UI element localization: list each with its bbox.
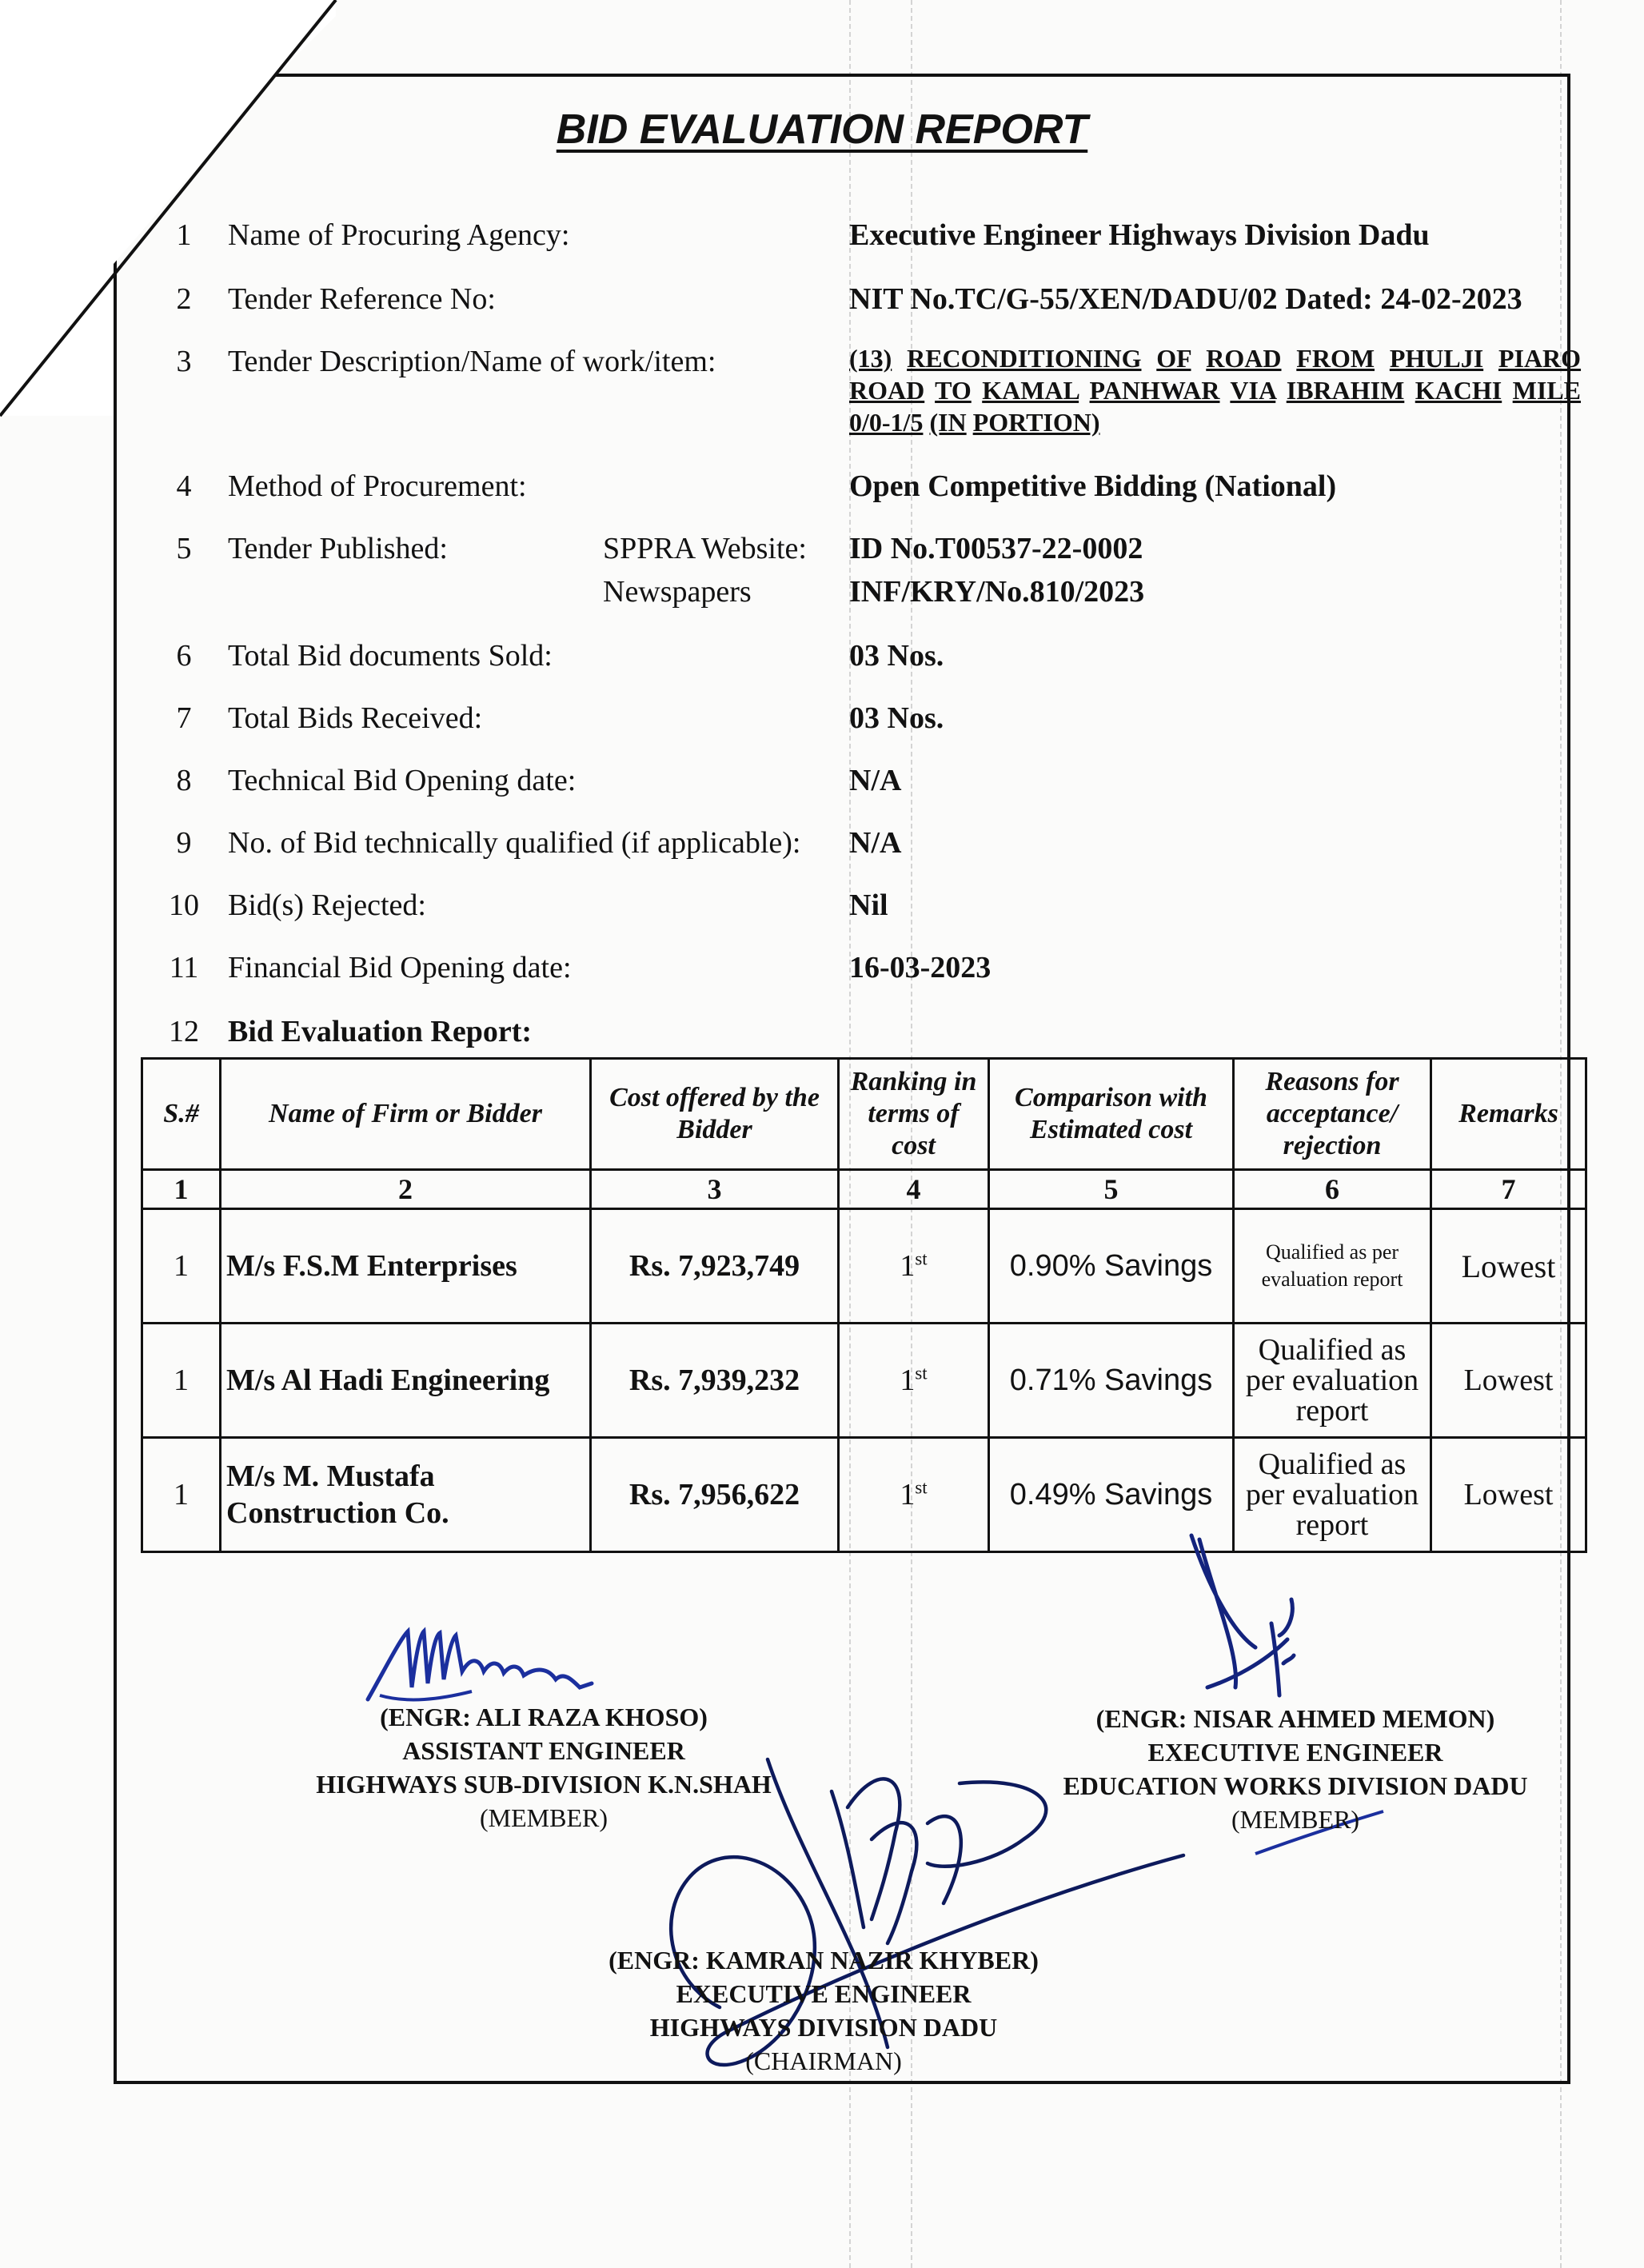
reason: Qualified as per evaluation report [1234,1209,1431,1324]
field-value: 03 Nos. [849,639,944,673]
field-label: Total Bid documents Sold: [228,639,553,673]
field-label: Bid Evaluation Report: [228,1015,533,1048]
header-serial: S.# [142,1059,221,1170]
column-number: 2 [221,1170,591,1209]
field-number: 4 [176,469,192,503]
description-word: PIARO [1498,344,1582,373]
field-number: 9 [176,826,192,860]
description-word: PHULJI [1389,344,1484,373]
signatory-role: (CHAIRMAN) [745,2046,902,2075]
table-column-number-row [142,1170,1586,1209]
firm-name: M/s F.S.M Enterprises [221,1209,591,1324]
field-value: 16-03-2023 [849,951,992,984]
column-number: 4 [839,1170,989,1209]
description-word: OF [1156,344,1191,373]
description-word: VIA [1230,376,1276,405]
field-number: 5 [176,532,192,565]
field-value: N/A [849,826,902,860]
field-value: NIT No.TC/G-55/XEN/DADU/02 Dated: 24-02-2023 [849,282,1522,316]
ranking-number: 1 [900,1478,916,1511]
signatory-role: (MEMBER) [480,1803,608,1832]
description-word: TO [935,376,972,405]
ranking-number: 1 [900,1364,916,1397]
firm-name: M/s M. Mustafa Construction Co. [221,1438,591,1552]
description-word: (13) [849,344,892,373]
field-number: 10 [169,888,199,922]
tender-description-value [849,342,1581,438]
sppra-id-value: ID No.T00537-22-0002 [849,532,1143,565]
description-word: PORTION) [972,408,1100,437]
description-word: IBRAHIM [1286,376,1405,405]
table-row [142,1438,1586,1552]
signatory-designation: ASSISTANT ENGINEER [402,1736,685,1765]
description-word: 0/0-1/5 [849,408,924,437]
comparison: 0.71% Savings [989,1324,1234,1438]
ranking [839,1324,989,1438]
column-number: 3 [591,1170,839,1209]
field-number: 2 [176,282,192,316]
cost-offered: Rs. 7,956,622 [591,1438,839,1552]
field-label: Technical Bid Opening date: [228,764,577,797]
field-label: Method of Procurement: [228,469,527,503]
signatory-office: HIGHWAYS SUB-DIVISION K.N.SHAH [316,1770,772,1799]
field-label: Name of Procuring Agency: [228,218,570,252]
cost-offered: Rs. 7,939,232 [591,1324,839,1438]
field-label: Tender Reference No: [228,282,496,316]
header-cost-offered: Cost offered by the Bidder [591,1059,839,1170]
header-reasons: Reasons for acceptance/ rejection [1234,1059,1431,1170]
field-number: 3 [176,345,192,378]
signatory-chairman [544,1943,1103,2078]
field-value: 03 Nos. [849,701,944,735]
ranking [839,1438,989,1552]
description-word: RECONDITIONING [907,344,1142,373]
field-label: Bid(s) Rejected: [228,888,426,922]
signatory-designation: EXECUTIVE ENGINEER [1147,1738,1443,1767]
field-label: Total Bids Received: [228,701,483,735]
signatory-role: (MEMBER) [1231,1805,1359,1834]
description-word: (IN [929,408,967,437]
cost-offered: Rs. 7,923,749 [591,1209,839,1324]
signatory-name: (ENGR: KAMRAN NAZIR KHYBER) [609,1946,1039,1975]
field-value: Open Competitive Bidding (National) [849,469,1337,503]
signatory-designation: EXECUTIVE ENGINEER [676,1979,972,2008]
field-number: 11 [169,951,199,984]
header-comparison: Comparison with Estimated cost [989,1059,1234,1170]
newspapers-value: INF/KRY/No.810/2023 [849,575,1145,609]
description-word: FROM [1296,344,1375,373]
description-word: ROAD [1206,344,1282,373]
serial-number: 1 [142,1438,221,1552]
table-row [142,1209,1586,1324]
field-value: Executive Engineer Highways Division Dadu [849,218,1430,252]
signatory-name: (ENGR: NISAR AHMED MEMON) [1095,1704,1495,1733]
signatory-right [1016,1702,1575,1836]
bid-evaluation-table [141,1057,1587,1553]
ranking [839,1209,989,1324]
field-number: 8 [176,764,192,797]
newspapers-label: Newspapers [603,575,752,609]
serial-number: 1 [142,1324,221,1438]
field-label: Financial Bid Opening date: [228,951,572,984]
column-number: 7 [1431,1170,1586,1209]
field-value: Nil [849,888,888,922]
ranking-suffix: st [915,1477,928,1498]
reason: Qualified as per evaluation report [1234,1438,1431,1552]
signatory-office: EDUCATION WORKS DIVISION DADU [1063,1771,1528,1800]
field-label: Tender Description/Name of work/item: [228,345,716,378]
signatory-left [232,1700,856,1835]
signatory-name: (ENGR: ALI RAZA KHOSO) [380,1703,708,1731]
field-number: 1 [176,218,192,252]
table-row [142,1324,1586,1438]
column-number: 6 [1234,1170,1431,1209]
description-word: PANHWAR [1089,376,1220,405]
serial-number: 1 [142,1209,221,1324]
field-label: No. of Bid technically qualified (if applicable): [228,826,801,860]
signatory-office: HIGHWAYS DIVISION DADU [649,2013,998,2042]
firm-name: M/s Al Hadi Engineering [221,1324,591,1438]
description-word: MILE [1512,376,1581,405]
ranking-suffix: st [915,1363,928,1384]
comparison: 0.90% Savings [989,1209,1234,1324]
table-header-row [142,1059,1586,1170]
description-word: ROAD [849,376,925,405]
ranking-number: 1 [900,1249,916,1283]
ranking-suffix: st [915,1248,928,1269]
header-firm-name: Name of Firm or Bidder [221,1059,591,1170]
sppra-website-label: SPPRA Website: [603,532,807,565]
column-number: 1 [142,1170,221,1209]
description-word: KACHI [1415,376,1502,405]
reason: Qualified as per evaluation report [1234,1324,1431,1438]
report-title: BID EVALUATION REPORT [556,106,1088,153]
field-number: 6 [176,639,192,673]
header-ranking: Ranking in terms of cost [839,1059,989,1170]
field-number: 12 [169,1015,199,1048]
remarks: Lowest [1431,1438,1586,1552]
column-number: 5 [989,1170,1234,1209]
comparison: 0.49% Savings [989,1438,1234,1552]
header-remarks: Remarks [1431,1059,1586,1170]
remarks: Lowest [1431,1324,1586,1438]
field-label: Tender Published: [228,532,448,565]
field-value: N/A [849,764,902,797]
field-number: 7 [176,701,192,735]
remarks: Lowest [1431,1209,1586,1324]
description-word: KAMAL [982,376,1079,405]
